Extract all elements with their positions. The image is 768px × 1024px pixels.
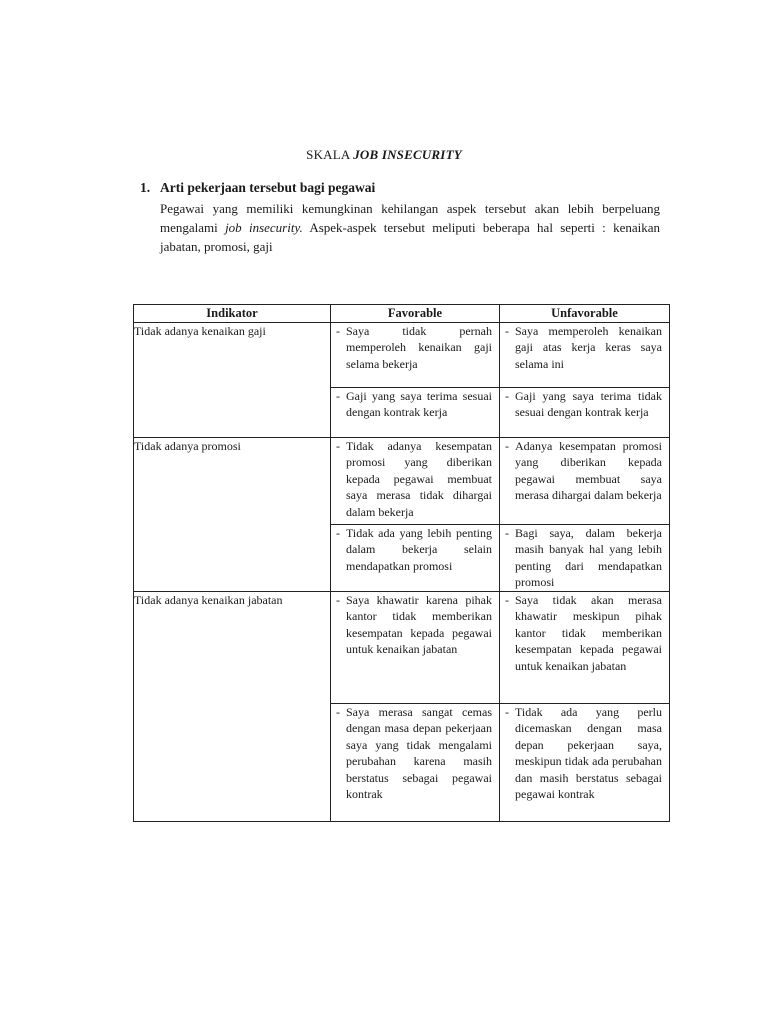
section-number: 1.	[140, 180, 151, 195]
favorable-cell	[331, 591, 500, 703]
section-heading-text: Arti pekerjaan tersebut bagi pegawai	[160, 180, 376, 195]
item-text: Bagi saya, dalam bekerja masih banyak hal yang lebih penting dari mendapatkan promosi	[515, 525, 662, 589]
favorable-cell	[331, 524, 500, 591]
item-text: Saya tidak akan merasa khawatir meskipun pihak kantor tidak memberikan kesempatan kepada pegawai untuk kenaikan jabatan	[515, 592, 662, 673]
indikator-cell: Tidak adanya kenaikan gaji	[134, 322, 331, 437]
unfavorable-cell	[500, 591, 670, 703]
scale-table	[133, 304, 670, 822]
header-unfavorable: Unfavorable	[500, 305, 670, 323]
unfavorable-item: - Saya tidak akan merasa khawatir meskipun pihak kantor tidak memberikan kesempatan kepada pegawai untuk kenaikan jabatan	[505, 592, 662, 673]
item-text: Saya tidak pernah memperoleh kenaikan gaji selama bekerja	[346, 323, 492, 371]
header-favorable: Favorable	[331, 305, 500, 323]
item-text: Saya memperoleh kenaikan gaji atas kerja keras saya selama ini	[515, 323, 662, 371]
favorable-cell	[331, 387, 500, 437]
item-text: Gaji yang saya terima sesuai dengan kontrak kerja	[346, 388, 492, 419]
table-header-row	[134, 305, 670, 323]
unfavorable-cell	[500, 437, 670, 524]
item-text: Adanya kesempatan promosi yang diberikan kepada pegawai membuat saya merasa dihargai dalam bekerja	[515, 438, 662, 502]
favorable-cell	[331, 322, 500, 387]
section-paragraph	[160, 199, 660, 256]
item-text: Saya khawatir karena pihak kantor tidak memberikan kesempatan kepada pegawai untuk kenaikan jabatan	[346, 592, 492, 656]
unfavorable-cell	[500, 387, 670, 437]
document-title	[0, 147, 768, 163]
favorable-cell	[331, 703, 500, 821]
paragraph-part1: Pegawai yang memiliki kemungkinan kehilangan aspek tersebut akan lebih berpeluang mengalami	[160, 201, 660, 235]
unfavorable-item: - Gaji yang saya terima tidak sesuai dengan kontrak kerja	[505, 388, 662, 419]
item-text: Tidak adanya kesempatan promosi yang diberikan kepada pegawai membuat saya merasa tidak dihargai dalam bekerja	[346, 438, 492, 519]
item-text: Saya merasa sangat cemas dengan masa depan pekerjaan saya yang tidak mengalami perubahan karena masih berstatus sebagai pegawai kontrak	[346, 704, 492, 801]
unfavorable-cell	[500, 322, 670, 387]
table-row	[134, 322, 670, 387]
item-text: Tidak ada yang perlu dicemaskan dengan masa depan pekerjaan saya, meskipun tidak ada perubahan dan masih berstatus sebagai pegawai kontrak	[515, 704, 662, 801]
table-row	[134, 437, 670, 524]
item-text: Tidak ada yang lebih penting dalam bekerja selain mendapatkan promosi	[346, 525, 492, 573]
favorable-cell	[331, 437, 500, 524]
header-indikator: Indikator	[134, 305, 331, 323]
favorable-item: - Tidak adanya kesempatan promosi yang diberikan kepada pegawai membuat saya merasa tidak dihargai dalam bekerja	[336, 438, 492, 519]
indikator-cell: Tidak adanya promosi	[134, 437, 331, 591]
favorable-item: - Saya khawatir karena pihak kantor tidak memberikan kesempatan kepada pegawai untuk kenaikan jabatan	[336, 592, 492, 656]
table-row	[134, 591, 670, 703]
title-prefix: SKALA	[306, 147, 354, 162]
unfavorable-cell	[500, 703, 670, 821]
paragraph-emphasis: job insecurity.	[225, 220, 303, 235]
unfavorable-item: - Bagi saya, dalam bekerja masih banyak hal yang lebih penting dari mendapatkan promosi	[505, 525, 662, 589]
unfavorable-item: - Tidak ada yang perlu dicemaskan dengan masa depan pekerjaan saya, meskipun tidak ada perubahan dan masih berstatus sebagai pegawai kontrak	[505, 704, 662, 801]
paragraph-part2: Aspek-aspek tersebut meliputi beberapa hal seperti : kenaikan jabatan, promosi, gaji	[160, 220, 660, 254]
indikator-cell: Tidak adanya kenaikan jabatan	[134, 591, 331, 821]
favorable-item: - Tidak ada yang lebih penting dalam bekerja selain mendapatkan promosi	[336, 525, 492, 573]
unfavorable-item: - Saya memperoleh kenaikan gaji atas kerja keras saya selama ini	[505, 323, 662, 371]
section-heading	[140, 180, 660, 199]
title-emphasis: JOB INSECURITY	[353, 147, 462, 162]
unfavorable-cell	[500, 524, 670, 591]
section-1	[140, 180, 660, 256]
favorable-item: - Saya tidak pernah memperoleh kenaikan gaji selama bekerja	[336, 323, 492, 371]
favorable-item: - Saya merasa sangat cemas dengan masa depan pekerjaan saya yang tidak mengalami perubahan karena masih berstatus sebagai pegawai kontrak	[336, 704, 492, 801]
item-text: Gaji yang saya terima tidak sesuai dengan kontrak kerja	[515, 388, 662, 419]
unfavorable-item: - Adanya kesempatan promosi yang diberikan kepada pegawai membuat saya merasa dihargai dalam bekerja	[505, 438, 662, 502]
favorable-item: - Gaji yang saya terima sesuai dengan kontrak kerja	[336, 388, 492, 419]
